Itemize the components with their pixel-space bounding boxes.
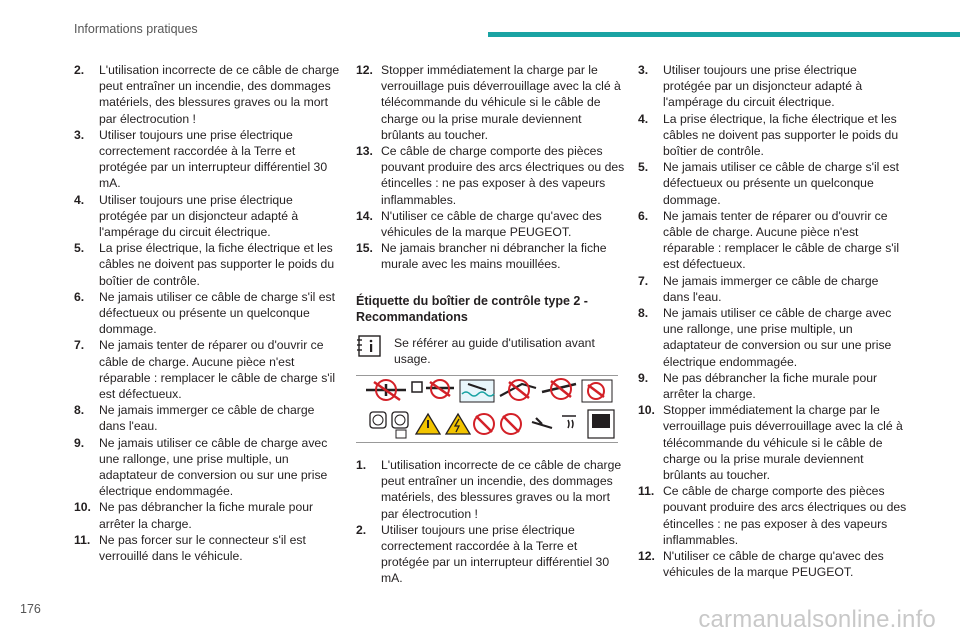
list-item-number: 3. <box>638 63 649 77</box>
no-water-immersion-icon <box>460 380 494 402</box>
list-item <box>74 62 344 127</box>
list-item-number: 2. <box>356 522 367 537</box>
list-item-number: 9. <box>638 370 649 385</box>
list-item <box>356 143 626 208</box>
list-item <box>74 240 344 289</box>
list-item-text: Ne pas débrancher la fiche murale pour arrêter la charge. <box>663 370 878 402</box>
header-accent-rule <box>488 32 960 37</box>
list-item <box>638 208 908 273</box>
list-item-number: 1. <box>356 458 367 473</box>
list-item-text: La prise électrique, la fiche électrique et les câbles ne doivent pas supporter le poids du boîtier de contrôle. <box>663 111 899 159</box>
list-item-text: L'utilisation incorrecte de ce câble de charge peut entraîner un incendie, des dommages matériels, des blessures graves ou la mort par électrocution ! <box>381 458 622 521</box>
list-item-number: 4. <box>638 111 649 126</box>
list-item-text: Ne jamais tenter de réparer ou d'ouvrir ce câble de charge. Aucune pièce n'est réparable : remplacer le câble de charge s'il est défectueux. <box>663 208 900 272</box>
list-item-number: 5. <box>638 160 649 175</box>
list-item-number: 2. <box>74 63 85 77</box>
list-item-text: Utiliser toujours une prise électrique protégée par un disjoncteur adapté à l'ampérage du circuit électrique. <box>99 192 299 240</box>
list-item-number: 11. <box>638 484 655 499</box>
list-item <box>74 435 344 500</box>
list-item-number: 14. <box>356 208 373 223</box>
list-item-number: 12. <box>638 549 655 564</box>
list-item-text: N'utiliser ce câble de charge qu'avec des véhicules de la marque PEUGEOT. <box>381 208 602 240</box>
control-box-label-image <box>356 375 618 443</box>
no-adapter-icon <box>412 380 454 398</box>
list-item <box>638 370 908 402</box>
list-item <box>356 457 626 522</box>
list-item-text: Utiliser toujours une prise électrique correctement raccordée à la Terre et protégée par un interrupteur différentiel 30 mA. <box>381 522 610 586</box>
list-item <box>638 273 908 305</box>
list-item-text: Ce câble de charge comporte des pièces pouvant produire des arcs électriques ou des étincelles : ne pas exposer à des vapeurs inflammables. <box>663 484 907 547</box>
read-manual-icon <box>588 410 614 438</box>
list-item-number: 8. <box>74 403 85 418</box>
list-item-number: 5. <box>74 241 85 256</box>
page-header-title: Informations pratiques <box>74 22 198 36</box>
list-item <box>356 208 626 240</box>
column-2 <box>356 62 626 587</box>
list-item-number: 13. <box>356 144 373 159</box>
list-item-number: 12. <box>356 63 373 77</box>
no-extension-cord-icon <box>366 380 406 400</box>
list-item-text: Ne pas débrancher la fiche murale pour arrêter la charge. <box>99 500 314 531</box>
list-item-number: 7. <box>74 338 85 353</box>
hot-surface-icon <box>562 416 576 428</box>
notebook-icon <box>356 335 382 357</box>
note-text: Se référer au guide d'utilisation avant usage. <box>394 335 595 366</box>
page-number: 176 <box>20 602 41 616</box>
list-item <box>638 483 908 548</box>
list-item-text: Ne pas forcer sur le connecteur s'il est verrouillé dans le véhicule. <box>99 532 306 564</box>
list-item-number: 10. <box>638 403 655 418</box>
list-item <box>638 305 908 370</box>
list-item-text: Stopper immédiatement la charge par le verrouillage puis déverrouillage avec la clé à télécommande du véhicule si le câble de charge ou la prise murale deviennent brûlants au toucher. <box>663 403 903 483</box>
electric-shock-warning-icon <box>446 414 470 434</box>
list-item <box>74 289 344 338</box>
list-item-text: Ne jamais utiliser ce câble de charge s'il est défectueux ou présente un quelconque dommage. <box>99 289 336 337</box>
list-item-number: 10. <box>74 500 91 515</box>
list-item-number: 11. <box>74 532 91 547</box>
list-item-text: Ce câble de charge comporte des pièces pouvant produire des arcs électriques ou des étincelles : ne pas exposer à des vapeurs inflammables. <box>381 144 625 207</box>
label-recommendations-list-continued <box>638 62 908 581</box>
list-item <box>356 62 626 143</box>
list-item-number: 6. <box>638 208 649 223</box>
section-title: Étiquette du boîtier de contrôle type 2 - Recommandations <box>356 293 588 325</box>
no-key-lock-icon <box>582 380 612 402</box>
socket-earth-icon <box>370 412 386 428</box>
list-item-text: N'utiliser ce câble de charge qu'avec des véhicules de la marque PEUGEOT. <box>663 549 884 580</box>
label-recommendations-list <box>356 457 626 587</box>
no-damaged-cable-icon <box>474 414 494 434</box>
recommendations-list-end <box>356 62 626 273</box>
list-item-text: Stopper immédiatement la charge par le verrouillage puis déverrouillage avec la clé à télécommande du véhicule si le câble de charge ou la prise murale deviennent brûlants au toucher. <box>381 63 621 142</box>
list-item-number: 4. <box>74 192 85 207</box>
column-1 <box>74 62 344 564</box>
socket-breaker-icon <box>392 412 408 438</box>
list-item-number: 3. <box>74 127 85 142</box>
list-item-text: Utiliser toujours une prise électrique correctement raccordée à la Terre et protégée par un interrupteur différentiel 30 mA. <box>99 127 328 191</box>
list-item <box>74 337 344 402</box>
list-item-text: Ne jamais immerger ce câble de charge dans l'eau. <box>99 403 315 434</box>
list-item-number: 7. <box>638 273 649 288</box>
list-item-text: Ne jamais tenter de réparer ou d'ouvrir ce câble de charge. Aucune pièce n'est réparable : remplacer le câble de charge s'il est défectueux. <box>99 338 336 402</box>
no-unplug-during-charge-icon <box>542 379 576 399</box>
list-item-text: Ne jamais immerger ce câble de charge dans l'eau. <box>663 273 879 304</box>
list-item-text: Ne jamais utiliser ce câble de charge s'il est défectueux ou présente un quelconque dommage. <box>663 160 900 207</box>
list-item <box>638 159 908 208</box>
list-item <box>74 532 344 564</box>
no-pulling-cable-icon <box>500 380 536 400</box>
list-item <box>74 402 344 434</box>
list-item <box>356 240 626 272</box>
list-item-text: L'utilisation incorrecte de ce câble de charge peut entraîner un incendie, des dommages matériels, des blessures graves ou la mort par électrocution ! <box>99 63 340 126</box>
note-block <box>356 335 626 367</box>
list-item-text: Ne jamais utiliser ce câble de charge avec une rallonge, une prise multiple, un adaptateur de conversion ou sur une prise électrique endommagée. <box>663 306 892 369</box>
list-item-text: La prise électrique, la fiche électrique et les câbles ne doivent pas supporter le poids du boîtier de contrôle. <box>99 241 335 288</box>
list-item <box>74 499 344 531</box>
recommendations-list-continued <box>74 62 344 564</box>
list-item-number: 15. <box>356 241 373 256</box>
no-wet-hands-icon <box>532 418 552 428</box>
list-item <box>638 111 908 160</box>
list-item <box>74 127 344 192</box>
list-item-text: Ne jamais brancher ni débrancher la fiche murale avec les mains mouillées. <box>381 241 607 272</box>
list-item <box>638 548 908 580</box>
list-item <box>356 522 626 587</box>
warning-label-pictograms <box>356 376 618 442</box>
no-repair-icon <box>501 414 521 434</box>
list-item-text: Utiliser toujours une prise électrique protégée par un disjoncteur adapté à l'ampérage du circuit électrique. <box>663 63 863 110</box>
list-item <box>74 192 344 241</box>
watermark: carmanualsonline.info <box>698 606 936 633</box>
list-item-number: 6. <box>74 289 85 304</box>
list-item-number: 9. <box>74 435 85 450</box>
list-item <box>638 62 908 111</box>
list-item <box>638 402 908 483</box>
list-item-text: Ne jamais utiliser ce câble de charge avec une rallonge, une prise multiple, un adaptateur de conversion ou sur une prise électrique endommagée. <box>99 435 328 499</box>
column-3 <box>638 62 908 581</box>
list-item-number: 8. <box>638 306 649 321</box>
general-warning-icon <box>416 414 440 434</box>
